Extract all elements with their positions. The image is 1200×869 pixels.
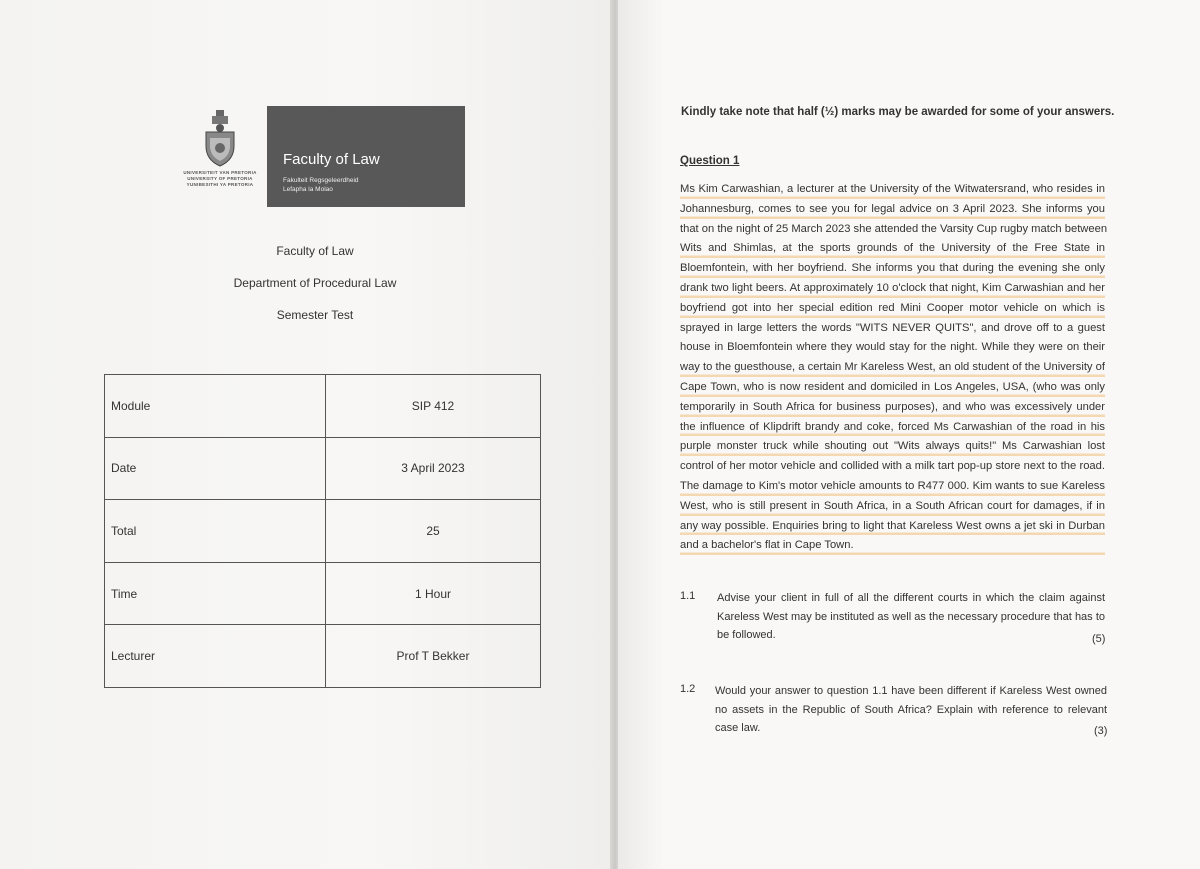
table-value: Prof T Bekker: [326, 625, 541, 688]
table-row: [105, 562, 541, 625]
department-heading: Department of Procedural Law: [233, 276, 397, 290]
table-label: Time: [105, 562, 326, 625]
faculty-heading: Faculty of Law: [276, 244, 354, 258]
table-label: Total: [105, 500, 326, 563]
half-marks-note: Kindly take note that half (½) marks may be awarded for some of your answers.: [681, 106, 1115, 118]
table-value: 25: [326, 500, 541, 563]
paragraph-line: boyfriend got into her special edition red Mini Cooper motor vehicle on which is: [680, 299, 1105, 319]
paragraph-line: house in Bloemfontein where they would stay for the night. While they were on their: [680, 341, 1105, 354]
table-row: [105, 625, 541, 688]
crest-line: UNIVERSITEIT VAN PRETORIA: [183, 170, 257, 175]
university-name-lines: [178, 170, 262, 188]
paragraph-line: West, who is still present in South Africa, in a South African court for damages, if in: [680, 497, 1105, 517]
table-label: Lecturer: [105, 625, 326, 688]
table-row: [105, 437, 541, 500]
table-label: Date: [105, 437, 326, 500]
paragraph-line: control of her motor vehicle and collided with a milk tart pop-up store next to the road.: [680, 460, 1105, 473]
paragraph-line: Ms Kim Carwashian, a lecturer at the University of the Witwatersrand, who resides in: [680, 180, 1105, 200]
faculty-banner: [267, 106, 465, 207]
table-row: [105, 500, 541, 563]
question-paragraph: [680, 180, 1108, 556]
paragraph-line: that on the night of 25 March 2023 she attended the Varsity Cup rugby match between: [680, 222, 1108, 235]
paragraph-line: Bloemfontein, with her boyfriend. She informs you that during the evening she only: [680, 259, 1105, 279]
subquestion-number: 1.1: [680, 590, 696, 602]
paragraph-line: any way possible. Enquiries bring to light that Kareless West owns a jet ski in Durban: [680, 517, 1105, 537]
faculty-banner-subtitle-afrikaans: Fakulteit Regsgeleerdheid: [283, 177, 359, 184]
crest-line: UNIVERSITY OF PRETORIA: [187, 176, 253, 181]
paragraph-line: and a bachelor's flat in Cape Town.: [680, 536, 1105, 556]
paragraph-line: Johannesburg, comes to see you for legal advice on 3 April 2023. She informs you: [680, 200, 1105, 220]
subquestion-marks: (5): [1092, 633, 1106, 645]
paragraph-line: temporarily in South Africa for business purposes), and who was excessively under: [680, 398, 1105, 418]
paragraph-line: purple monster truck while shouting out "Wits always quits!" Ms Carwashian lost: [680, 437, 1105, 457]
table-row: [105, 375, 541, 438]
faculty-banner-subtitle-sepedi: Lefapha la Molao: [283, 186, 333, 193]
paragraph-line: Cape Town, who is now resident and domiciled in Los Angeles, USA, (who was only: [680, 378, 1105, 398]
paragraph-line: the influence of Klipdrift brandy and coke, forced Ms Carwashian of the road in his: [680, 418, 1105, 438]
question-heading: Question 1: [680, 155, 740, 167]
test-type-heading: Semester Test: [276, 308, 354, 322]
table-value: 3 April 2023: [326, 437, 541, 500]
test-info-table: [104, 374, 541, 688]
crest-line: YUNIBESITHI YA PRETORIA: [186, 182, 254, 187]
paragraph-line: way to the guesthouse, a certain Mr Kareless West, an old student of the University of: [680, 358, 1105, 378]
subquestion-marks: (3): [1094, 725, 1108, 737]
faculty-banner-title: Faculty of Law: [283, 151, 380, 168]
paragraph-line: sprayed in large letters the words "WITS NEVER QUITS", and drove off to a guest: [680, 321, 1105, 334]
table-value: 1 Hour: [326, 562, 541, 625]
subquestion-number: 1.2: [680, 683, 696, 695]
paragraph-line: Wits and Shimlas, at the sports grounds of the University of the Free State in: [680, 239, 1105, 259]
paragraph-line: The damage to Kim's motor vehicle amounts to R477 000. Kim wants to sue Kareless: [680, 477, 1105, 497]
table-value: SIP 412: [326, 375, 541, 438]
paragraph-line: drank two light beers. At approximately 10 o'clock that night, Kim Carwashian and her: [680, 279, 1105, 299]
subquestion-text: Would your answer to question 1.1 have been different if Kareless West owned no assets in the Republic of South Africa? Explain with reference to relevant case law.: [715, 685, 1107, 734]
subquestion-text: Advise your client in full of all the different courts in which the claim against Kareless West may be instituted as well as the necessary procedure that has to be followed.: [717, 592, 1105, 641]
table-label: Module: [105, 375, 326, 438]
